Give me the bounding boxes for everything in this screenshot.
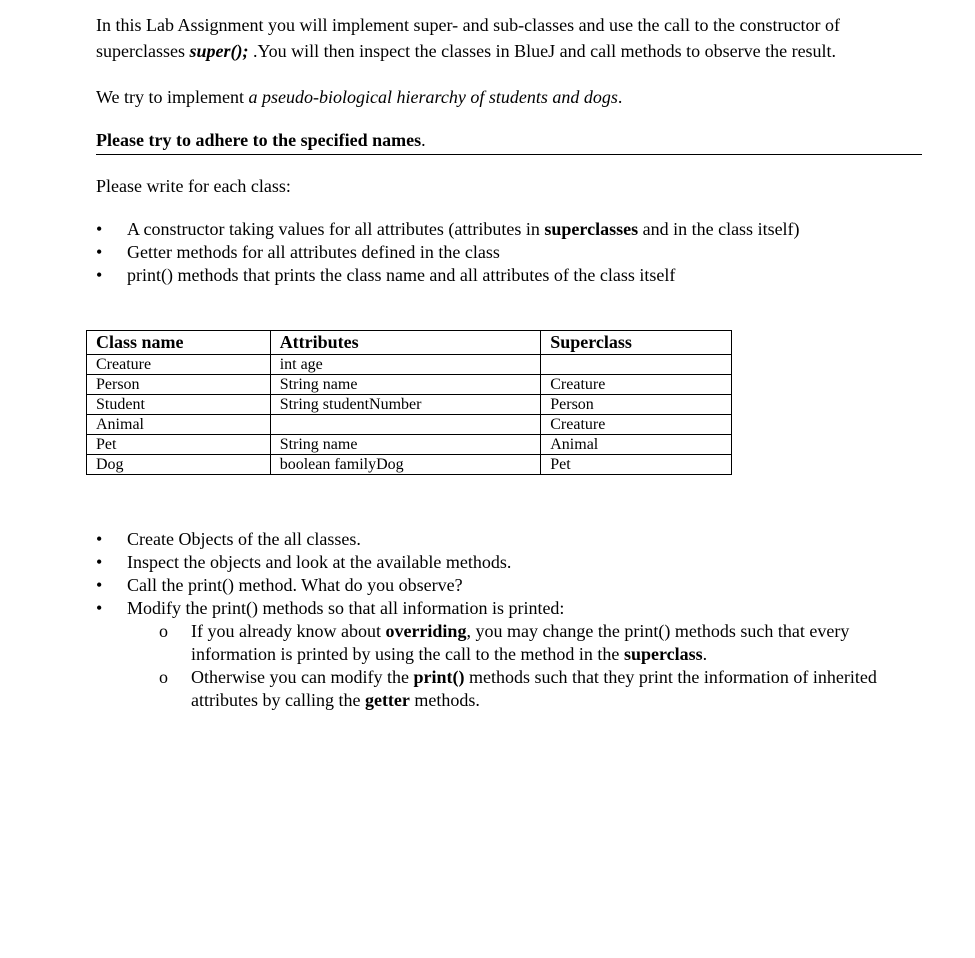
column-header-class-name: Class name [87, 331, 271, 355]
table-cell: Animal [87, 415, 271, 435]
intro-paragraph [96, 12, 916, 64]
requirement-text: A constructor taking values for all attributes (attributes in [127, 219, 545, 239]
hierarchy-paragraph [96, 84, 622, 110]
table-cell: boolean familyDog [270, 455, 541, 475]
table-cell: String name [270, 375, 541, 395]
column-header-attributes: Attributes [270, 331, 541, 355]
list-item [96, 551, 906, 574]
table-row [87, 435, 732, 455]
table-cell: Student [87, 395, 271, 415]
table-cell: Pet [541, 455, 732, 475]
subtask-text: If you already know about [191, 621, 386, 641]
bullet-icon: • [96, 242, 103, 262]
names-note-suffix: . [421, 130, 426, 150]
bullet-icon: • [96, 265, 103, 285]
subtask-text: . [702, 644, 708, 664]
task-text: Create Objects of the all classes. [127, 529, 361, 549]
subtask-bold: superclass [623, 644, 703, 664]
subtask-text: Otherwise you can modify the [191, 667, 414, 687]
table-row [87, 375, 732, 395]
task-text: Call the print() method. What do you observe? [127, 575, 463, 595]
subtask-text: methods. [409, 690, 480, 710]
column-header-superclass: Superclass [541, 331, 732, 355]
requirements-list [96, 218, 906, 287]
subtask-bold: overriding [385, 621, 467, 641]
list-item [96, 218, 906, 241]
table-row [87, 395, 732, 415]
subtask-bold: print() [413, 667, 465, 687]
list-item [96, 528, 906, 551]
table-cell: Creature [87, 355, 271, 375]
subtask-text: , you may change the print() methods such that every information is printed by using the call to the method in the [191, 621, 850, 664]
names-note-bold: Please try to adhere to the specified names [96, 130, 422, 150]
sub-list-item [127, 620, 906, 666]
table-cell: Animal [541, 435, 732, 455]
task-text: Modify the print() methods so that all information is printed: [127, 598, 565, 618]
table-cell [541, 355, 732, 375]
subtask-bold: getter [364, 690, 410, 710]
table-cell: Creature [541, 415, 732, 435]
bullet-icon: • [96, 598, 103, 618]
table-row [87, 455, 732, 475]
horizontal-rule [96, 154, 922, 155]
table-cell: String studentNumber [270, 395, 541, 415]
bullet-icon: • [96, 575, 103, 595]
requirement-text: and in the class itself) [638, 219, 800, 239]
list-item [96, 264, 906, 287]
circle-bullet-icon: o [159, 621, 168, 641]
table-cell: Pet [87, 435, 271, 455]
table-cell: Creature [541, 375, 732, 395]
bullet-icon: • [96, 529, 103, 549]
requirement-text: Getter methods for all attributes defined in the class [127, 242, 500, 262]
list-item [96, 241, 906, 264]
intro-text-b: .You will then inspect the classes in BlueJ and call methods to observe the result. [248, 41, 837, 61]
tasks-list [96, 528, 906, 712]
table-header-row [87, 331, 732, 355]
table-cell [270, 415, 541, 435]
table-cell: Dog [87, 455, 271, 475]
names-note [96, 127, 426, 153]
requirement-bold: superclasses [544, 219, 639, 239]
requirement-text: print() methods that prints the class name and all attributes of the class itself [127, 265, 676, 285]
write-intro: Please write for each class: [96, 176, 291, 196]
hierarchy-prefix: We try to implement [96, 87, 249, 107]
class-table [86, 330, 732, 475]
circle-bullet-icon: o [159, 667, 168, 687]
table-cell: String name [270, 435, 541, 455]
intro-text-a: In this Lab Assignment you will implement super- and sub-classes and use the call to the constructor of superclasses [96, 15, 840, 61]
sub-list-item [127, 666, 906, 712]
table-row [87, 415, 732, 435]
bullet-icon: • [96, 552, 103, 572]
table-row [87, 355, 732, 375]
subtasks-list [127, 620, 906, 712]
table-cell: Person [87, 375, 271, 395]
table-cell: Person [541, 395, 732, 415]
task-text: Inspect the objects and look at the available methods. [127, 552, 512, 572]
hierarchy-suffix: . [617, 87, 623, 107]
bullet-icon: • [96, 219, 103, 239]
list-item [96, 574, 906, 597]
subtask-text: methods such that they print the information of inherited attributes by calling the [191, 667, 877, 710]
hierarchy-emphasis: a pseudo-biological hierarchy of students and dogs [248, 87, 618, 107]
list-item [96, 597, 906, 712]
super-call-code: super(); [189, 41, 249, 61]
table-cell: int age [270, 355, 541, 375]
